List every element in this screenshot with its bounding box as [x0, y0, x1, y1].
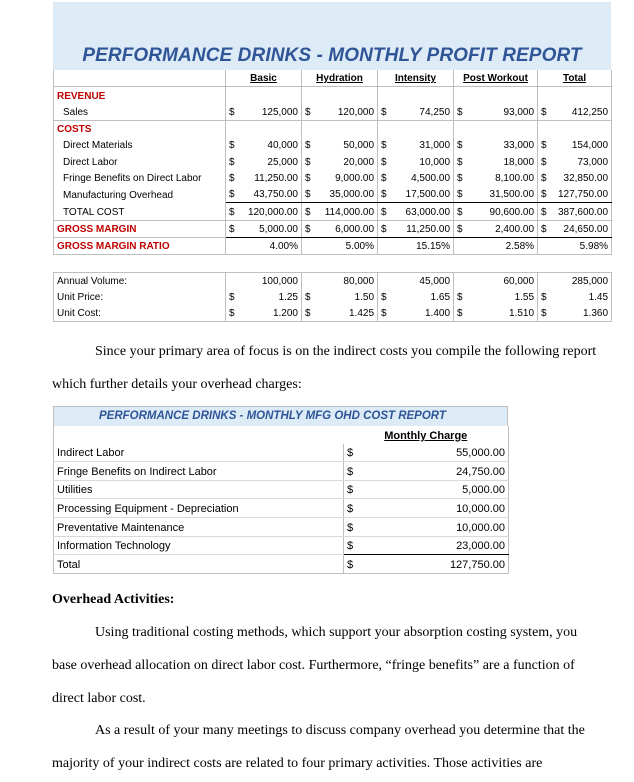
col-header-post-workout: Post Workout [454, 70, 538, 87]
overhead-row-information-technology: Information Technology $ 23,000.00 [54, 536, 509, 555]
intro-paragraph-line2: which further details your overhead charges: [52, 377, 302, 392]
overhead-total-value: 127,750.00 [404, 555, 509, 574]
direct-materials-row: Direct Materials $ 40,000 $ 50,000 $ 31,000 $ 33,000 $ 154,000 [54, 137, 612, 153]
unit-price-label: Unit Price: [54, 289, 226, 305]
activities-p1-line3: direct labor cost. [52, 691, 146, 706]
overhead-row-maintenance: Preventative Maintenance $ 10,000.00 [54, 517, 509, 536]
monthly-charge-header: Monthly Charge [344, 426, 509, 444]
overhead-activities-heading: Overhead Activities: [52, 592, 175, 607]
overhead-row-depreciation: Processing Equipment - Depreciation $ 10,000.00 [54, 499, 509, 518]
overhead-row-fringe-benefits: Fringe Benefits on Indirect Labor $ 24,750.00 [54, 462, 509, 481]
unit-price-row: Unit Price: $ 1.25 $ 1.50 $ 1.65 $ 1.55 $ 1.45 [54, 289, 612, 305]
profit-report-table [53, 70, 612, 322]
overhead-total-row: Total $ 127,750.00 [54, 555, 509, 574]
total-cost-row: TOTAL COST $ 120,000.00 $ 114,000.00 $ 63,000.00 $ 90,600.00 $ 387,600.00 [54, 203, 612, 220]
fringe-benefits-row: Fringe Benefits on Direct Labor $ 11,250.00 $ 9,000.00 $ 4,500.00 $ 8,100.00 $ 32,850.00 [54, 170, 612, 186]
intro-paragraph-line1: Since your primary area of focus is on the indirect costs you compile the following report [95, 344, 597, 359]
profit-report-title: PERFORMANCE DRINKS - MONTHLY PROFIT REPORT [82, 45, 582, 66]
costs-label: COSTS [54, 120, 226, 137]
profit-report [53, 2, 611, 322]
col-header-intensity: Intensity [378, 70, 454, 87]
unit-cost-label: Unit Cost: [54, 305, 226, 322]
gross-margin-ratio-row: GROSS MARGIN RATIO 4.00% 5.00% 15.15% 2.58% 5.98% [54, 237, 612, 254]
direct-materials-label: Direct Materials [54, 137, 226, 153]
manufacturing-overhead-label: Manufacturing Overhead [54, 186, 226, 203]
revenue-section-row [54, 87, 612, 104]
col-header-total: Total [538, 70, 612, 87]
col-header-hydration: Hydration [302, 70, 378, 87]
annual-volume-label: Annual Volume: [54, 272, 226, 289]
activities-p2-line1: As a result of your many meetings to discuss company overhead you determine that the [95, 723, 585, 738]
unit-cost-row: Unit Cost: $ 1.200 $ 1.425 $ 1.400 $ 1.510 $ 1.360 [54, 305, 612, 322]
gross-margin-row: GROSS MARGIN $ 5,000.00 $ 6,000.00 $ 11,250.00 $ 2,400.00 $ 24,650.00 [54, 220, 612, 237]
activities-p1-line1: Using traditional costing methods, which support your absorption costing system, you [95, 625, 578, 640]
gross-margin-ratio-label: GROSS MARGIN RATIO [54, 237, 226, 254]
overhead-total-label: Total [54, 555, 344, 574]
profit-report-title-band [53, 2, 611, 70]
gross-margin-label: GROSS MARGIN [54, 220, 226, 237]
overhead-report [53, 406, 508, 574]
overhead-report-title: PERFORMANCE DRINKS - MONTHLY MFG OHD COST REPORT [53, 406, 508, 426]
fringe-benefits-label: Fringe Benefits on Direct Labor [54, 170, 226, 186]
costs-section-row [54, 120, 612, 137]
sales-row: Sales $ 125,000 $ 120,000 $ 74,250 $ 93,000 $ 412,250 [54, 104, 612, 121]
spacer-row [54, 255, 612, 272]
total-cost-label: TOTAL COST [54, 203, 226, 220]
direct-labor-row: Direct Labor $ 25,000 $ 20,000 $ 10,000 $ 18,000 $ 73,000 [54, 153, 612, 169]
manufacturing-overhead-row: Manufacturing Overhead $ 43,750.00 $ 35,000.00 $ 17,500.00 $ 31,500.00 $ 127,750.00 [54, 186, 612, 203]
column-header-row [54, 70, 612, 87]
overhead-report-table [53, 426, 509, 574]
direct-labor-label: Direct Labor [54, 153, 226, 169]
overhead-header-row [54, 426, 509, 444]
overhead-row-indirect-labor: Indirect Labor $ 55,000.00 [54, 444, 509, 462]
sales-label: Sales [54, 104, 226, 121]
revenue-label: REVENUE [54, 87, 226, 104]
annual-volume-row: Annual Volume: 100,000 80,000 45,000 60,000 285,000 [54, 272, 612, 289]
overhead-row-utilities: Utilities $ 5,000.00 [54, 480, 509, 499]
col-header-basic: Basic [226, 70, 302, 87]
activities-p2-line2: majority of your indirect costs are related to four primary activities. Those activities are [52, 756, 543, 771]
activities-p1-line2: base overhead allocation on direct labor cost. Furthermore, “fringe benefits” are a function of [52, 658, 575, 673]
